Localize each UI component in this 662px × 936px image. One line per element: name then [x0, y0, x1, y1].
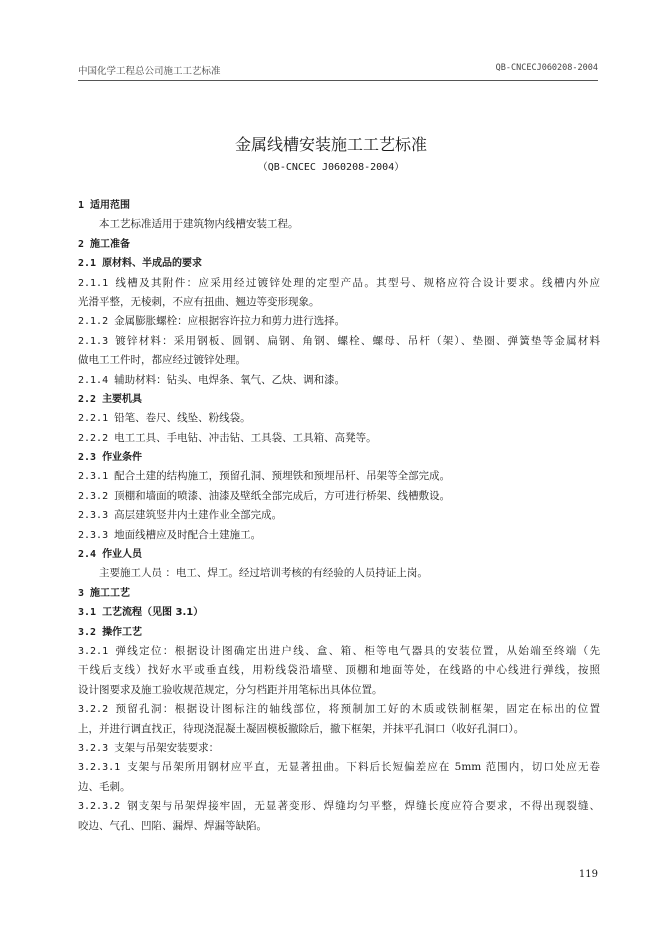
section-heading: [78, 623, 600, 642]
paragraph-line: [78, 564, 600, 583]
paragraph-line: [78, 817, 600, 836]
line-text: 施工准备: [90, 238, 131, 250]
paragraph-line: [78, 351, 600, 370]
header-left-text: 中国化学工程总公司施工工艺标准: [78, 66, 221, 77]
section-heading: [78, 235, 600, 254]
paragraph-line: [78, 371, 600, 390]
section-number: 3.2.2: [78, 704, 109, 716]
header-right-code: QB-CNCECJ060208-2004: [495, 63, 598, 73]
line-text: 干线后支线）找好水平或垂直线，用粉线袋沿墙壁、顶棚和地面等处，在线路的中心线进行弹线，按照: [78, 664, 600, 677]
section-number: 2.1: [78, 258, 97, 270]
section-number: 2.3.2: [78, 490, 109, 502]
line-text: 适用范围: [90, 200, 131, 211]
paragraph-line: [78, 409, 600, 428]
section-number: 3.2.3: [78, 742, 109, 754]
paragraph-line: [78, 661, 600, 680]
section-heading: [78, 603, 600, 622]
line-text: 边、毛刺。: [78, 780, 131, 793]
paragraph-line: [78, 332, 600, 351]
line-text: 预留孔洞：根据设计图标注的轴线部位，将预制加工好的木质或铁制框架，固定在标出的位置: [114, 703, 600, 716]
section-number: 3.1: [78, 607, 97, 619]
line-text: 作业人员: [102, 549, 143, 561]
line-text: 原材料、半成品的要求: [102, 258, 203, 270]
section-number: 3.2.3.1: [78, 762, 121, 774]
section-number: 2.3.1: [78, 471, 109, 483]
page-header: [78, 63, 598, 77]
section-number: 2.1.2: [78, 316, 109, 328]
line-text: 工艺流程（见图 3.1）: [102, 607, 204, 619]
line-text: 辅助材料：钻头、电焊条、氧气、乙炔、调和漆。: [114, 373, 346, 386]
section-number: 3.2: [78, 626, 97, 638]
paragraph-line: [78, 506, 600, 525]
paragraph-line: [78, 778, 600, 797]
paragraph-line: [78, 312, 600, 331]
line-text: 金属膨胀螺栓：应根据容许拉力和剪力进行选择。: [114, 315, 346, 328]
section-heading: [78, 196, 600, 215]
line-text: 弹线定位：根据设计图确定出进户线、盒、箱、柜等电气器具的安装位置，从始端至终端（先: [114, 644, 600, 657]
section-heading: [78, 584, 600, 603]
line-text: 支架与吊架安装要求：: [114, 741, 220, 754]
paragraph-line: [78, 797, 600, 816]
section-heading: [78, 545, 600, 564]
document-subtitle: （QB-CNCEC J060208-2004）: [257, 162, 405, 173]
line-text: 做电工工件时，都应经过镀锌处理。: [78, 354, 246, 367]
line-text: 地面线槽应及时配合土建施工。: [114, 528, 262, 541]
line-text: 配合土建的结构施工，预留孔洞、预埋铁和预埋吊杆、吊架等全部完成。: [114, 470, 451, 483]
section-number: 3.2.1: [78, 645, 109, 657]
header-divider: [78, 80, 598, 81]
section-number: 2: [78, 238, 85, 250]
section-number: 2.1.3: [78, 335, 109, 347]
paragraph-line: [78, 487, 600, 506]
line-text: 施工工艺: [90, 587, 131, 599]
line-text: 上，并进行调直找正，待现浇混凝土凝固模板撤除后，撤下框架，并抹平孔洞口（收好孔洞口）。: [78, 722, 525, 735]
section-heading: [78, 448, 600, 467]
section-number: 2.3.3: [78, 510, 109, 522]
section-number: 2.1.4: [78, 374, 109, 386]
line-text: 钢支架与吊架焊接牢固，无显著变形、焊缝均匀平整，焊缝长度应符合要求，不得出现裂缝、: [126, 800, 600, 813]
line-text: 铅笔、卷尺、线坠、粉线袋。: [114, 412, 251, 425]
paragraph-line: [78, 526, 600, 545]
section-number: 3: [78, 587, 85, 599]
line-text: 电工工具、手电钻、冲击钻、工具袋、工具箱、高凳等。: [114, 431, 377, 444]
paragraph-line: [78, 293, 600, 312]
section-number: 2.1.1: [78, 277, 109, 289]
section-number: 2.3.3: [78, 529, 109, 541]
section-number: 2.2.2: [78, 432, 109, 444]
paragraph-line: [78, 681, 600, 700]
line-text: 咬边、气孔、凹陷、漏焊、焊漏等缺陷。: [78, 819, 267, 832]
page-number: 119: [578, 869, 598, 880]
line-text: 支架与吊架所用钢材应平直，无显著扭曲。下料后长短偏差应在 5mm 范围内，切口处应无卷: [126, 761, 600, 774]
line-text: 本工艺标准适用于建筑物内线槽安装工程。: [99, 218, 299, 231]
line-text: 主要施工人员 ：电工、焊工。经过培训考核的有经验的人员持证上岗。: [99, 567, 428, 580]
line-text: 设计图要求及施工验收规范规定，分匀档距并用笔标出具体位置。: [78, 683, 383, 696]
line-text: 镀锌材料：采用钢板、圆钢、扁钢、角钢、螺栓、螺母、吊杆（架）、垫圈、弹簧垫等金属材料: [114, 334, 600, 347]
section-number: 2.3: [78, 452, 97, 464]
line-text: 操作工艺: [102, 626, 143, 638]
section-heading: [78, 254, 600, 273]
line-text: 光滑平整，无棱刺，不应有扭曲、翘边等变形现象。: [78, 295, 320, 308]
section-heading: [78, 390, 600, 409]
paragraph-line: [78, 274, 600, 293]
line-text: 顶棚和墙面的喷漆、油漆及壁纸全部完成后，方可进行桥架、线槽敷设。: [114, 489, 451, 502]
paragraph-line: [78, 758, 600, 777]
section-number: 1: [78, 200, 85, 211]
line-text: 作业条件: [102, 452, 143, 464]
section-number: 2.2: [78, 393, 97, 405]
paragraph-line: [78, 700, 600, 719]
line-text: 高层建筑竖井内土建作业全部完成。: [114, 509, 283, 522]
paragraph-line: [78, 642, 600, 661]
paragraph-line: [78, 215, 600, 234]
section-number: 2.2.1: [78, 413, 109, 425]
section-number: 2.4: [78, 549, 97, 561]
document-title: 金属线槽安装施工工艺标准: [234, 135, 427, 154]
line-text: 线槽及其附件：应采用经过镀锌处理的定型产品。其型号、规格应符合设计要求。线槽内外应: [114, 276, 600, 289]
paragraph-line: [78, 429, 600, 448]
line-text: 主要机具: [102, 393, 143, 405]
paragraph-line: [78, 739, 600, 758]
document-body: [78, 196, 600, 836]
paragraph-line: [78, 720, 600, 739]
paragraph-line: [78, 467, 600, 486]
section-number: 3.2.3.2: [78, 801, 121, 813]
